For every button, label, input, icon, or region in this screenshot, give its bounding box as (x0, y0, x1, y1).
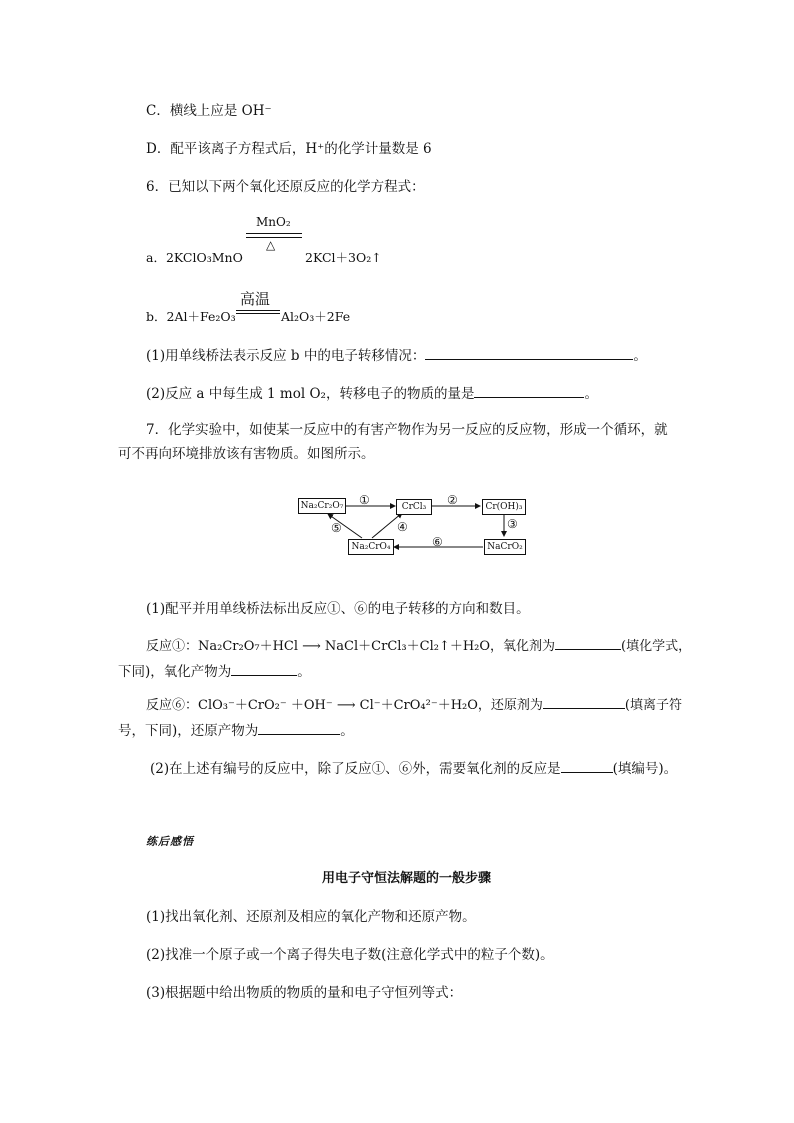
q6b-left: b．2Al＋Fe₂O₃ (146, 309, 236, 324)
option-d: D．配平该离子方程式后，H⁺的化学计量数是 6 (146, 141, 432, 157)
q6-part1-end: 。 (633, 348, 647, 364)
reaction6-text: 反应⑥：ClO₃⁻＋CrO₂⁻ ＋OH⁻ ⟶ Cl⁻＋CrO₄²⁻＋H₂O，还原剂为 (146, 698, 543, 713)
reaction1-line2-end: 。 (297, 664, 311, 680)
q6-title: 6．已知以下两个氧化还原反应的化学方程式： (146, 179, 425, 195)
reaction6-line2-end: 。 (340, 723, 354, 739)
step-2: (2)找准一个原子或一个离子得失电子数(注意化学式中的粒子个数)。 (146, 947, 554, 963)
reaction1-text-end: (填化学式， (621, 639, 692, 654)
reaction1-line2 (118, 660, 311, 680)
label-r2: ② (447, 493, 458, 507)
reaction1-line2-text: 下同)，氧化产物为 (118, 664, 232, 680)
q7-part2-end: (填编号)。 (612, 761, 678, 777)
q6-part2-answer-blank[interactable] (474, 383, 584, 398)
q6a-left: a．2KClO₃MnO (146, 250, 243, 265)
box-croh3: Cr(OH)₃ (482, 499, 526, 515)
reaction1-text: 反应①：Na₂Cr₂O₇＋HCl ⟶ NaCl＋CrCl₃＋Cl₂↑＋H₂O，氧化剂为 (146, 639, 556, 654)
q7-part1: (1)配平并用单线桥法标出反应①、⑥的电子转移的方向和数目。 (146, 601, 530, 617)
reaction6-line1 (146, 694, 682, 713)
q7-part2-text: (2)在上述有编号的反应中，除了反应①、⑥外，需要氧化剂的反应是 (150, 761, 561, 777)
q6b-condition: 高温 (240, 290, 271, 308)
q7-line2: 可不再向环境排放该有害物质。如图所示。 (118, 446, 375, 462)
q7-part2 (150, 757, 677, 777)
reaction6-line2 (118, 719, 354, 739)
step-1: (1)找出氧化剂、还原剂及相应的氧化产物和还原产物。 (146, 909, 476, 925)
q6a-right: 2KCl＋3O₂↑ (305, 250, 382, 265)
reaction6-text-end: (填离子符 (624, 698, 682, 713)
q6b-eq-bar-bottom (236, 313, 280, 314)
q7-part2-answer-blank[interactable] (561, 758, 613, 773)
box-na2cro4: Na₂CrO₄ (348, 539, 394, 555)
q6-part2-end: 。 (584, 386, 598, 402)
q7-line1: 7．化学实验中，如使某一反应中的有害产物作为另一反应的反应物，形成一个循环，就 (146, 422, 668, 438)
reaction6-reduction-product-blank[interactable] (258, 720, 340, 735)
box-nacro2: NaCrO₂ (484, 539, 526, 555)
note-title: 练后感悟 (146, 835, 194, 848)
reaction1-oxidation-product-blank[interactable] (231, 661, 297, 676)
label-r4: ④ (397, 520, 408, 534)
step-3: (3)根据题中给出物质的物质的量和电子守恒列等式： (146, 985, 463, 1001)
reaction1-oxidant-blank[interactable] (555, 635, 621, 650)
q6-part1-answer-blank[interactable] (425, 345, 633, 360)
box-crcl3: CrCl₃ (396, 499, 432, 515)
section-title: 用电子守恒法解题的一般步骤 (322, 871, 492, 886)
q6-part2-text: (2)反应 a 中每生成 1 mol O₂，转移电子的物质的量是 (146, 386, 475, 402)
q6-part2 (146, 382, 598, 402)
option-c: C．横线上应是 OH⁻ (146, 103, 272, 119)
reaction6-reductant-blank[interactable] (543, 694, 625, 709)
q6-part1 (146, 344, 647, 364)
label-r1: ① (359, 493, 370, 507)
box-na2cr2o7: Na₂Cr₂O₇ (298, 498, 346, 514)
reaction6-line2-text: 号，下同)，还原产物为 (118, 723, 259, 739)
label-r3: ③ (507, 517, 518, 531)
reaction1-line1 (146, 635, 691, 654)
q6a-eq-bar-top (246, 233, 302, 234)
q6-part1-text: (1)用单线桥法表示反应 b 中的电子转移情况： (146, 348, 426, 364)
label-r5: ⑤ (331, 521, 342, 535)
q6b-right: Al₂O₃＋2Fe (281, 309, 351, 324)
q6a-heat: △ (266, 238, 276, 252)
q6a-catalyst: MnO₂ (256, 215, 291, 229)
label-r6: ⑥ (432, 535, 443, 549)
q6b-eq-bar-top (236, 310, 280, 311)
